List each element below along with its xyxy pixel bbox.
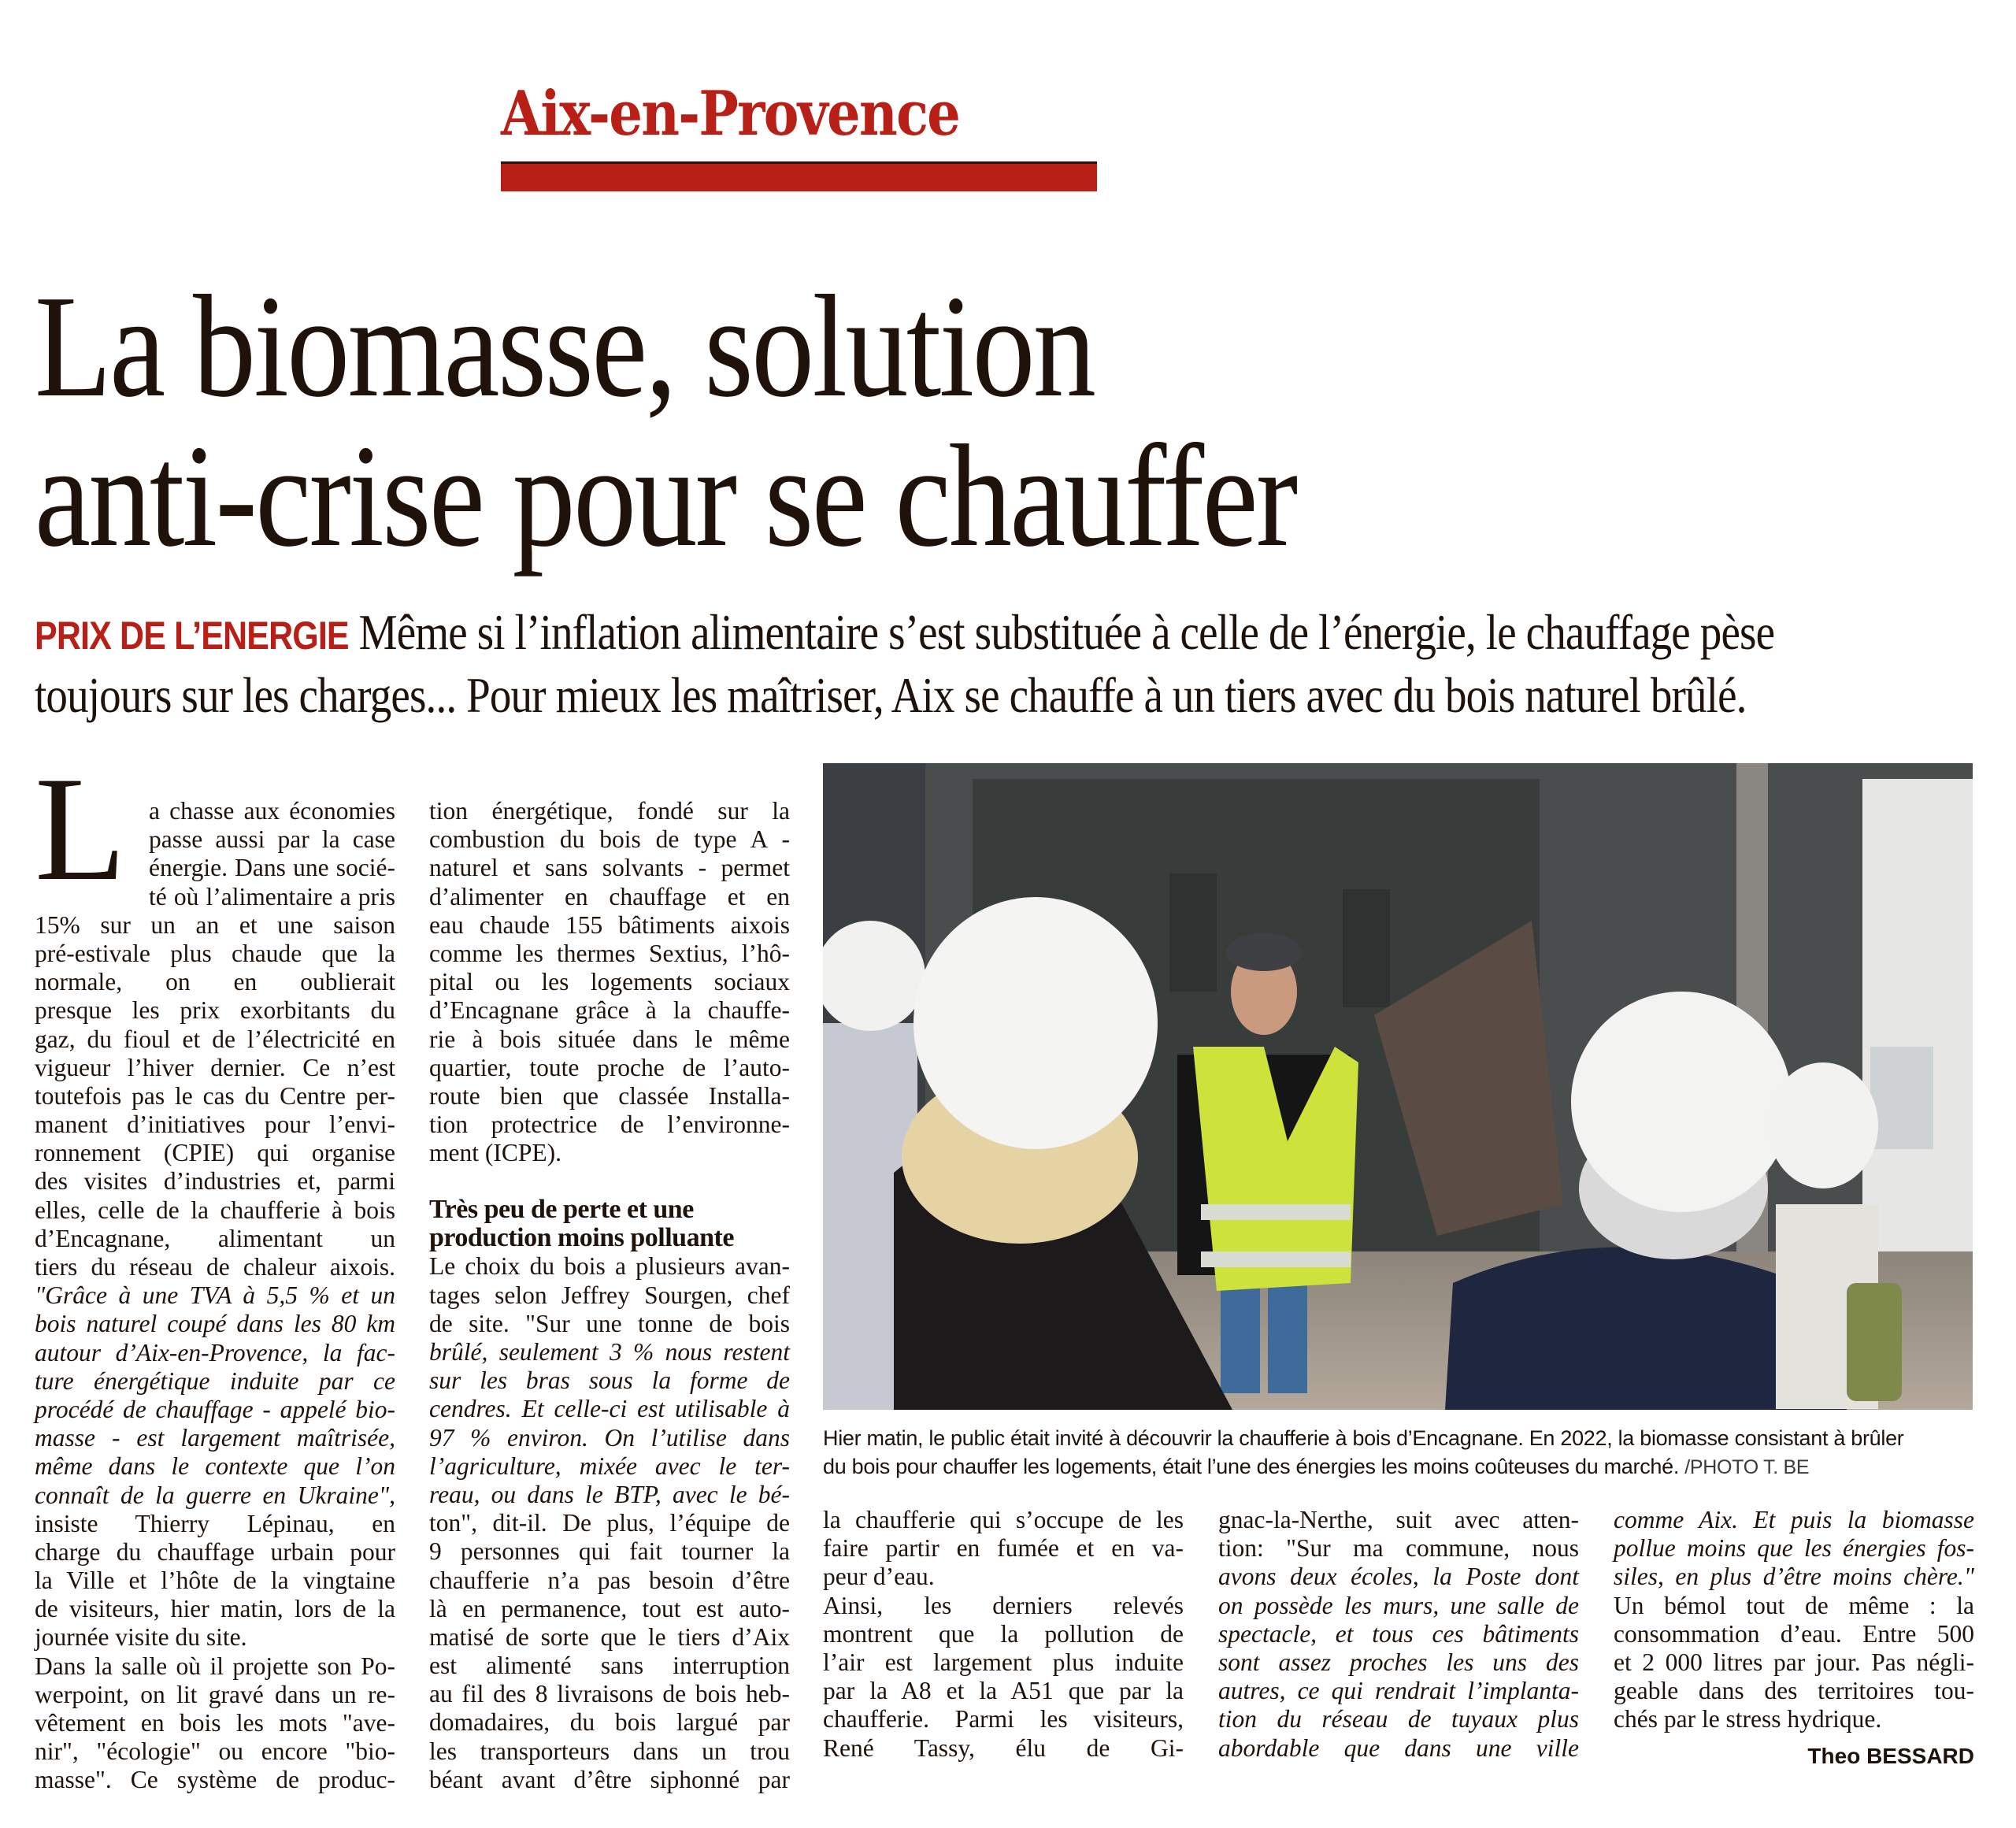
text-line: route bien que classée Installa- [429,1081,790,1110]
caption-line-2 [823,1452,1981,1481]
text-line: l’air est largement plus induite [823,1648,1184,1676]
article-photo [823,763,1973,1410]
text-line: et 2 000 litres par jour. Pas négli- [1614,1648,1974,1676]
text-line: bois naturel coupé dans les 80 km [35,1310,395,1338]
text-line: naturel et sans solvants - permet [429,854,790,882]
column-2-part-a [429,797,790,1167]
hardhat-man [1571,992,1792,1212]
text-line: gaz, du fioul et de l’électricité en [35,1025,395,1053]
subhead-line-1: Très peu de perte et une [429,1195,694,1225]
deck-line-2: toujours sur les charges... Pour mieux les maîtriser, Aix se chauffe à un tiers avec du bois naturel brûlé. [35,667,1747,723]
text-line: consommation d’eau. Entre 500 [1614,1619,1974,1648]
text-line: la chaufferie qui s’occupe de les [823,1506,1184,1533]
section-title: Aix-en-Provence [501,78,960,150]
photo-credit: /PHOTO T. BE [1684,1456,1810,1478]
text-line: siles, en plus d’être moins chère." [1614,1563,1974,1591]
text-line: journée visite du site. [35,1623,247,1652]
caption-line-1: Hier matin, le public était invité à découvrir la chaufferie à bois d’Encagnane. En 2022, la biomasse consistant à brûler [823,1426,1904,1450]
text-line: Un bémol tout de même : la [1614,1591,1974,1619]
text-line: spectacle, et tous ces bâtiments [1218,1619,1579,1648]
headline-line-2: anti-crise pour se chauffer [35,415,1296,577]
text-line: reau, ou dans le BTP, avec le bé- [429,1480,790,1508]
text-line: autour d’Aix-en-Provence, la fac- [35,1338,395,1366]
text-line: Ainsi, les derniers relevés [823,1591,1184,1619]
text-line: toutefois pas le cas du Centre per- [35,1081,395,1110]
text-line: par la A8 et la A51 que par la [823,1677,1184,1705]
text-line: la Ville et l’hôte de la vingtaine [35,1567,395,1595]
hardhat-right [1768,1062,1878,1188]
text-line: rie à bois située dans le même [429,1025,790,1053]
deck [35,603,1972,725]
text-line: chaufferie. Parmi les visiteurs, [823,1705,1184,1733]
text-line: "Grâce à une TVA à 5,5 % et un [35,1281,395,1310]
text-line: elles, celle de la chaufferie à bois [35,1196,395,1224]
backpack [1847,1283,1902,1401]
text-line: tion: "Sur ma commune, nous [1218,1534,1579,1563]
control-box [1870,1047,1933,1149]
text-line: eau chaude 155 bâtiments aixois [429,910,790,939]
text-line: sur les bras sous la forme de [429,1366,790,1395]
text-line: René Tassy, élu de Gi- [823,1733,1184,1762]
text-line: presque les prix exorbitants du [35,996,395,1025]
vest-stripe-2 [1201,1251,1351,1267]
text-line: des visites d’industries et, parmi [35,1167,395,1196]
text-line: Le choix du bois a plusieurs avan- [429,1252,790,1281]
text-line: Dans la salle où il projette son Po- [35,1652,395,1680]
deck-text-1: Même si l’inflation alimentaire s’est substituée à celle de l’énergie, le chauffage pèse [358,604,1775,660]
text-line: matisé de sorte que le tiers d’Aix [429,1622,790,1651]
text-line: geable dans des territoires tou- [1614,1677,1974,1705]
headline [35,265,1972,577]
text-line: ture énergétique induite par ce [35,1366,395,1395]
text-line: d’Encagnane, alimentant un [35,1224,395,1252]
kicker: PRIX DE L’ENERGIE [35,614,349,658]
door-panel-right [1343,889,1390,1007]
article-column-3 [823,1506,1184,1763]
text-line: gnac-la-Nerthe, suit avec atten- [1218,1506,1579,1533]
text-line: abordable que dans une ville [1218,1733,1579,1762]
section-rule [501,161,1097,191]
subhead-line-2: production moins polluante [429,1223,734,1253]
article-column-2 [429,797,790,1794]
caption-text-2: du bois pour chauffer les logements, était l’une des énergies les moins coûteuses du marché. [823,1455,1680,1478]
article-column-1 [35,797,395,1795]
text-line: de site. "Sur une tonne de bois [429,1309,790,1337]
text-line: avons deux écoles, la Poste dont [1218,1563,1579,1591]
text-line: là en permanence, tout est auto- [429,1594,790,1622]
text-line: normale, on en oublierait [35,968,395,996]
text-line: domadaires, du bois largué par [429,1708,790,1737]
text-line: procédé de chauffage - appelé bio- [35,1395,395,1423]
text-line: sont assez proches les uns des [1218,1648,1579,1676]
text-line: nir", "écologie" ou encore "bio- [35,1737,395,1766]
article-column-5 [1614,1506,1974,1734]
text-line: ton", dit-il. De plus, l’équipe de [429,1509,790,1537]
text-line: ment (ICPE). [429,1139,561,1167]
text-line: 97 % environ. On l’utilise dans [429,1423,790,1452]
vest-stripe-1 [1201,1204,1351,1220]
text-line: 15% sur un an et une saison [35,910,395,939]
text-line: brûlé, seulement 3 % nous restent [429,1338,790,1366]
column-2-part-b [429,1252,790,1794]
text-line: l’agriculture, mixée avec le ter- [429,1452,790,1480]
text-line: tiers du réseau de chaleur aixois. [35,1253,395,1281]
text-line: d’alimenter en chauffage et en [429,882,790,910]
text-line: cendres. Et celle-ci est utilisable à [429,1395,790,1423]
text-line: est alimenté sans interruption [429,1652,790,1680]
hardhat-woman [914,897,1158,1149]
text-line: passe aussi par la case [149,825,395,854]
text-line: ronnement (CPIE) qui organise [35,1139,395,1167]
text-line: werpoint, on lit gravé dans un re- [35,1680,395,1708]
text-line: les transporteurs dans un trou [429,1737,790,1765]
text-line: quartier, toute proche de l’auto- [429,1053,790,1081]
text-line: vigueur l’hiver dernier. Ce n’est [35,1053,395,1081]
text-line: manent d’initiatives pour l’envi- [35,1111,395,1139]
text-line: tion protectrice de l’environne- [429,1111,790,1139]
text-line: pollue moins que les énergies fos- [1614,1534,1974,1563]
text-line: d’Encagnane grâce à la chauffe- [429,996,790,1025]
text-line: montrent que la pollution de [823,1619,1184,1648]
text-line: charge du chauffage urbain pour [35,1537,395,1566]
text-line: té où l’alimentaire a pris [149,882,395,910]
text-line: peur d’eau. [823,1563,935,1591]
text-line: connaît de la guerre en Ukraine", [35,1481,395,1509]
photo-illustration [823,763,1973,1410]
text-line: tages selon Jeffrey Sourgen, chef [429,1281,790,1309]
text-line: masse". Ce système de produc- [35,1766,395,1794]
text-line: tion du réseau de tuyaux plus [1218,1705,1579,1733]
text-line: pré-estivale plus chaude que la [35,939,395,967]
text-line: pital ou les logements sociaux [429,968,790,996]
text-line: même dans le contexte que l’on [35,1452,395,1481]
door-panel-left [1169,873,1217,992]
text-line: combustion du bois de type A - [429,825,790,854]
text-line: faire partir en fumée et en va- [823,1534,1184,1563]
text-line: 9 personnes qui fait tourner la [429,1537,790,1566]
guide-cap [1226,933,1302,971]
text-line: on possède les murs, une salle de [1218,1591,1579,1619]
text-line: au fil des 8 livraisons de bois heb- [429,1680,790,1708]
text-line: a chasse aux économies [149,797,395,825]
text-line: béant avant d’être siphonné par [429,1765,790,1793]
text-line: comme les thermes Sextius, l’hô- [429,939,790,967]
text-line: chaufferie n’a pas besoin d’être [429,1566,790,1594]
article-column-4 [1218,1506,1579,1763]
text-line: vêtement en bois les mots "ave- [35,1709,395,1737]
text-line: insiste Thierry Lépinau, en [35,1509,395,1537]
text-line: énergie. Dans une socié- [149,854,395,882]
deck-line-1 [35,603,1775,666]
text-line: comme Aix. Et puis la biomasse [1614,1506,1974,1533]
text-line: autres, ce qui rendrait l’implanta- [1218,1677,1579,1705]
text-line: masse - est largement maîtrisée, [35,1424,395,1452]
drop-cap: L [35,747,127,912]
headline-line-1: La biomasse, solution [35,265,1095,428]
text-line: de visiteurs, hier matin, lors de la [35,1595,395,1623]
photo-caption [823,1424,1981,1481]
byline: Theo BESSARD [1807,1744,1974,1768]
spacer [429,1167,790,1196]
text-line: tion énergétique, fondé sur la [429,797,790,825]
text-line: chés par le stress hydrique. [1614,1705,1882,1733]
